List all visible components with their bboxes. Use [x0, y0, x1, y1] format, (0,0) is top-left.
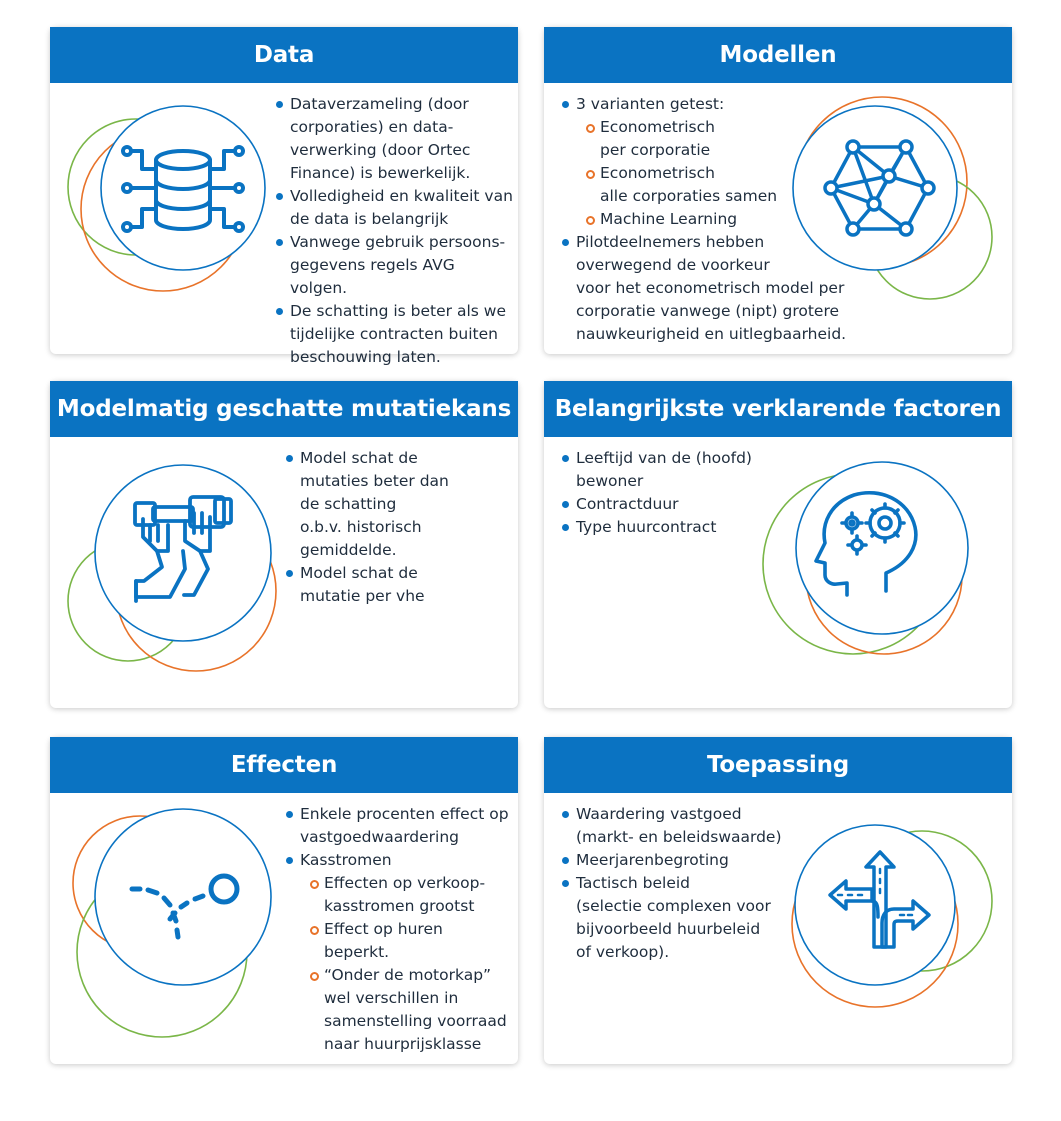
list-item: Enkele procenten effect op vastgoedwaardering — [286, 803, 516, 849]
list-item: Kasstromen — [286, 849, 516, 872]
card-effecten — [50, 737, 518, 1064]
card-title: Effecten — [50, 737, 518, 793]
list-subitem: Econometrisch alle corporaties samen — [562, 162, 862, 208]
list-item: Tactisch beleid (selectie complexen voor bijvoorbeeld huurbeleid of verkoop). — [562, 872, 802, 964]
list-subitem: Effect op huren beperkt. — [286, 918, 516, 964]
card-title: Belangrijkste verklarende factoren — [544, 381, 1012, 437]
card-title: Toepassing — [544, 737, 1012, 793]
dashed-path-icon — [60, 797, 290, 1027]
list-subitem: “Onder de motorkap” wel verschillen in samenstelling voorraad naar huurprijsklasse — [286, 964, 516, 1056]
binoculars-icon — [60, 441, 290, 671]
modellen-bullet-list — [562, 93, 862, 346]
list-item: Model schat de mutaties beter dan de schatting o.b.v. historisch gemiddelde. — [286, 447, 514, 562]
card-data — [50, 27, 518, 366]
list-item: Meerjarenbegroting — [562, 849, 802, 872]
list-subitem: Machine Learning — [562, 208, 862, 231]
list-item: Waardering vastgoed (markt- en beleidswaarde) — [562, 803, 802, 849]
list-item: Type huurcontract — [562, 516, 802, 539]
list-subitem: Effecten op verkoop- kasstromen grootst — [286, 872, 516, 918]
card-title: Modellen — [544, 27, 1012, 83]
list-item: Pilotdeelnemers hebben overwegend de voorkeur voor het econometrisch model per corporatie vanwege (nipt) grotere nauwkeurigheid en uitlegbaarheid. — [562, 231, 862, 346]
mutatiekans-bullet-list — [286, 447, 514, 608]
list-item: 3 varianten getest: — [562, 93, 862, 116]
card-modellen — [544, 27, 1012, 354]
list-item: Leeftijd van de (hoofd) bewoner — [562, 447, 802, 493]
card-mutatiekans — [50, 381, 518, 708]
direction-arrows-icon — [782, 797, 1012, 1037]
card-factoren — [544, 381, 1012, 708]
list-item: Vanwege gebruik persoons- gegevens regels AVG volgen. — [276, 231, 516, 300]
list-subitem: Econometrisch per corporatie — [562, 116, 862, 162]
card-title: Data — [50, 27, 518, 83]
list-item: Volledigheid en kwaliteit van de data is belangrijk — [276, 185, 516, 231]
factoren-bullet-list — [562, 447, 802, 539]
list-item: Dataverzameling (door corporaties) en data- verwerking (door Ortec Finance) is bewerkelijk. — [276, 93, 516, 185]
card-toepassing — [544, 737, 1012, 1064]
database-icon — [60, 87, 280, 312]
toepassing-bullet-list — [562, 803, 802, 964]
data-bullet-list — [276, 93, 516, 369]
effecten-bullet-list — [286, 803, 516, 1056]
list-item: De schatting is beter als we tijdelijke contracten buiten beschouwing laten. — [276, 300, 516, 369]
list-item: Contractduur — [562, 493, 802, 516]
card-title: Modelmatig geschatte mutatiekans — [50, 381, 518, 437]
list-item: Model schat de mutatie per vhe — [286, 562, 514, 608]
